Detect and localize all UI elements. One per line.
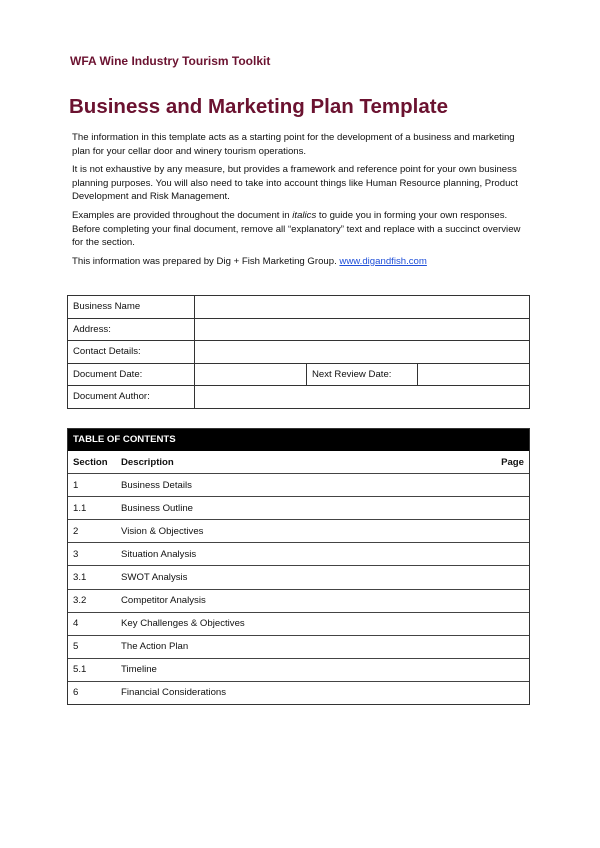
table-row (68, 386, 530, 409)
italics-word: italics (292, 209, 317, 221)
toc-row[interactable] (68, 474, 529, 497)
toc-col-description: Description (121, 456, 174, 468)
toc-section: 1.1 (68, 497, 116, 520)
intro-paragraph-4 (72, 255, 534, 269)
toc-row[interactable] (68, 543, 529, 566)
intro-p3-start: Examples are provided throughout the document in (72, 209, 293, 221)
website-link[interactable]: www.digandfish.com (339, 255, 427, 267)
toc-page (459, 635, 529, 658)
table-row (68, 296, 530, 319)
toc-section: 3.2 (68, 589, 116, 612)
toc-row[interactable] (68, 612, 529, 635)
table-row (68, 318, 530, 341)
toc-section: 3.1 (68, 566, 116, 589)
table-row (68, 363, 530, 386)
toc-table (68, 451, 529, 704)
toc-section: 1 (68, 474, 116, 497)
toc-section: 5.1 (68, 658, 116, 681)
intro-paragraph-2: It is not exhaustive by any measure, but provides a framework and reference point for your own business planning purposes. You will also need to take into account things like Human Resource planning, Product Development and Risk Management. (72, 164, 518, 203)
document-author-label: Document Author: (68, 386, 195, 409)
toc-description: Competitor Analysis (116, 589, 459, 612)
document-author-field[interactable] (195, 386, 530, 409)
toc-page (459, 658, 529, 681)
table-row (68, 341, 530, 364)
document-date-field[interactable] (195, 363, 307, 386)
intro-text (72, 131, 534, 273)
table-of-contents (67, 428, 530, 705)
toc-row[interactable] (68, 589, 529, 612)
toc-description: Business Outline (116, 497, 459, 520)
toc-col-page: Page (501, 456, 524, 468)
toc-page (459, 589, 529, 612)
toc-section: 2 (68, 520, 116, 543)
toc-section: 6 (68, 681, 116, 704)
address-label: Address: (68, 318, 195, 341)
page-title: Business and Marketing Plan Template (69, 95, 448, 118)
toc-page (459, 543, 529, 566)
toc-page (459, 474, 529, 497)
intro-paragraph-3 (72, 209, 534, 250)
toc-description: The Action Plan (116, 635, 459, 658)
toc-section: 3 (68, 543, 116, 566)
toc-page (459, 612, 529, 635)
next-review-date-field[interactable] (418, 363, 530, 386)
next-review-date-label: Next Review Date: (307, 363, 418, 386)
toc-description: Situation Analysis (116, 543, 459, 566)
document-date-label: Document Date: (68, 363, 195, 386)
business-details-table (67, 295, 530, 409)
toc-section: 4 (68, 612, 116, 635)
toc-row[interactable] (68, 658, 529, 681)
contact-details-field[interactable] (195, 341, 530, 364)
toc-row[interactable] (68, 566, 529, 589)
toc-description: Business Details (116, 474, 459, 497)
toc-row[interactable] (68, 635, 529, 658)
toc-description: Timeline (116, 658, 459, 681)
toc-description: Financial Considerations (116, 681, 459, 704)
toc-col-section: Section (73, 456, 108, 468)
toc-page (459, 520, 529, 543)
intro-p3-end: to guide you in forming your own responses. Before completing your final document, remove all “explanatory” text and replace with a succinct overview for the section. (72, 209, 521, 249)
toc-page (459, 681, 529, 704)
business-name-label: Business Name (68, 296, 195, 319)
toc-section: 5 (68, 635, 116, 658)
toc-description: Vision & Objectives (116, 520, 459, 543)
address-field[interactable] (195, 318, 530, 341)
toc-description: Key Challenges & Objectives (116, 612, 459, 635)
toc-page (459, 566, 529, 589)
toc-row[interactable] (68, 497, 529, 520)
business-name-field[interactable] (195, 296, 530, 319)
toolkit-label: WFA Wine Industry Tourism Toolkit (70, 54, 271, 68)
prepared-by-text: This information was prepared by Dig + Fish Marketing Group. (72, 255, 340, 267)
toc-row[interactable] (68, 520, 529, 543)
toc-header-row (68, 451, 529, 474)
intro-paragraph-1: The information in this template acts as a starting point for the development of a business and marketing plan for your cellar door and winery tourism operations. (72, 132, 515, 157)
toc-heading: TABLE OF CONTENTS (68, 429, 529, 451)
contact-details-label: Contact Details: (68, 341, 195, 364)
toc-page (459, 497, 529, 520)
toc-row[interactable] (68, 681, 529, 704)
toc-description: SWOT Analysis (116, 566, 459, 589)
